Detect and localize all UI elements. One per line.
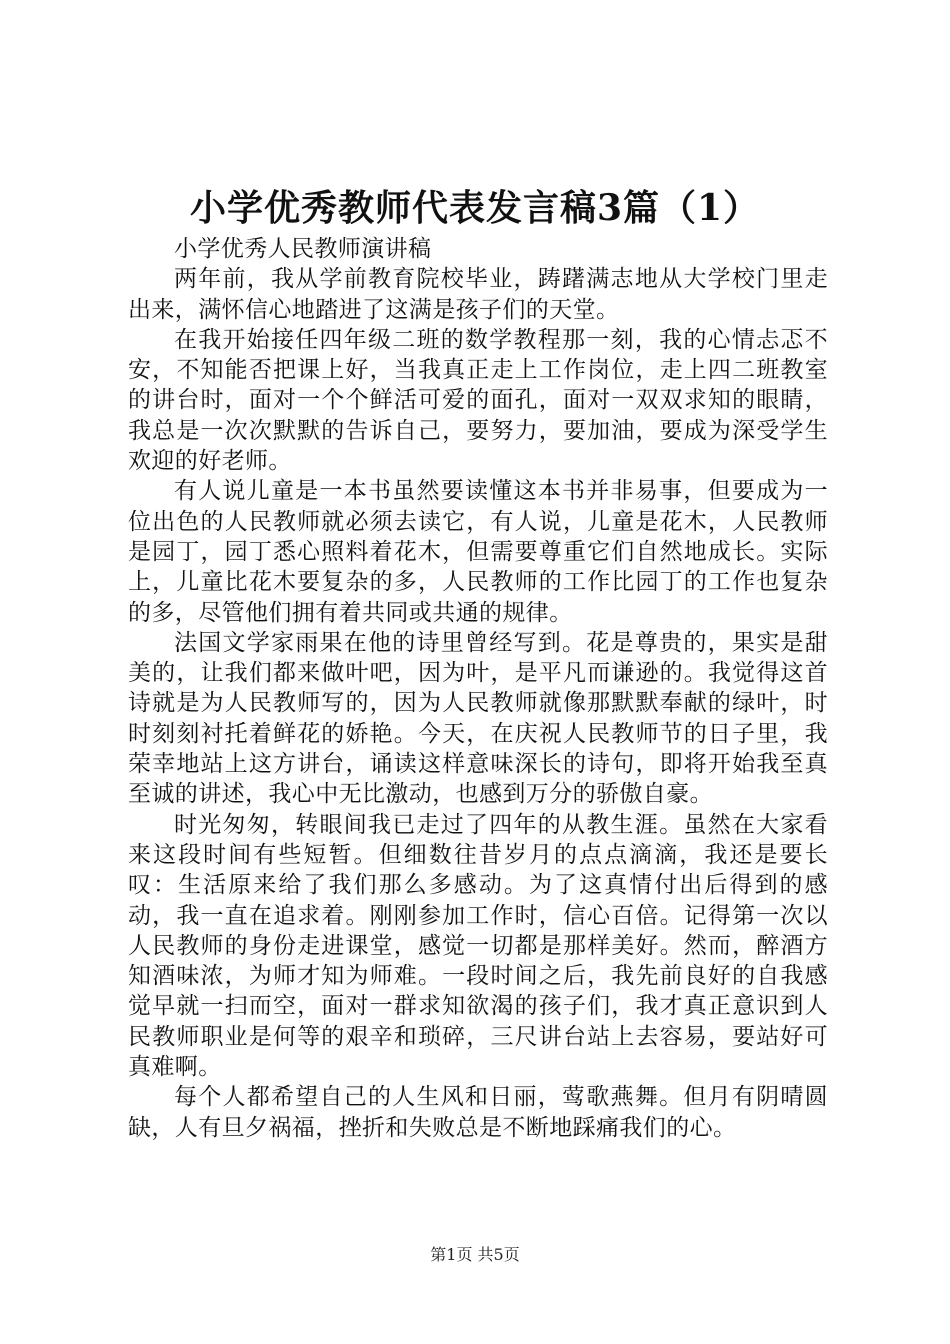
document-title: 小学优秀教师代表发言稿3篇（1） — [189, 187, 761, 229]
page-number-footer: 第1页 共5页 — [430, 1245, 520, 1264]
paragraph: 每个人都希望自己的人生风和日丽，莺歌燕舞。但月有阴晴圆缺，人有旦夕祸福，挫折和失败总是不断地踩痛我们的心。 — [128, 1084, 828, 1141]
paragraph-subtitle: 小学优秀人民教师演讲稿 — [174, 236, 432, 262]
paragraph: 法国文学家雨果在他的诗里曾经写到。花是尊贵的，果实是甜美的，让我们都来做叶吧，因为叶，是平凡而谦逊的。我觉得这首诗就是为人民教师写的，因为人民教师就像那默默奉献的绿叶，时时刻刻衬托着鲜花的娇艳。今天，在庆祝人民教师节的日子里，我荣幸地站上这方讲台，诵读这样意味深长的诗句，即将开始我至真至诚的讲述，我心中无比激动，也感到万分的骄傲自豪。 — [128, 629, 828, 808]
paragraph: 有人说儿童是一本书虽然要读懂这本书并非易事，但要成为一位出色的人民教师就必须去读它，有人说，儿童是花木，人民教师是园丁，园丁悉心照料着花木，但需要尊重它们自然地成长。实际上，儿童比花木要复杂的多，人民教师的工作比园丁的工作也复杂的多，尽管他们拥有着共同或共通的规律。 — [128, 478, 828, 626]
paragraph: 两年前，我从学前教育院校毕业，踌躇满志地从大学校门里走出来，满怀信心地踏进了这满是孩子们的天堂。 — [128, 266, 828, 323]
paragraph: 时光匆匆，转眼间我已走过了四年的从教生涯。虽然在大家看来这段时间有些短暂。但细数往昔岁月的点点滴滴，我还是要长叹：生活原来给了我们那么多感动。为了这真情付出后得到的感动，我一直在追求着。刚刚参加工作时，信心百倍。记得第一次以人民教师的身份走进课堂，感觉一切都是那样美好。然而，醉酒方知酒味浓，为师才知为师难。一段时间之后，我先前良好的自我感觉早就一扫而空，面对一群求知欲渴的孩子们，我才真正意识到人民教师职业是何等的艰辛和琐碎，三尺讲台站上去容易，要站好可真难啊。 — [128, 811, 828, 1081]
document-body — [128, 234, 828, 1143]
paragraph: 在我开始接任四年级二班的数学教程那一刻，我的心情忐忑不安，不知能否把课上好，当我真正走上工作岗位，走上四二班教室的讲台时，面对一个个鲜活可爱的面孔，面对一双双求知的眼睛，我总是一次次默默的告诉自己，要努力，要加油，要成为深受学生欢迎的好老师。 — [128, 326, 828, 475]
